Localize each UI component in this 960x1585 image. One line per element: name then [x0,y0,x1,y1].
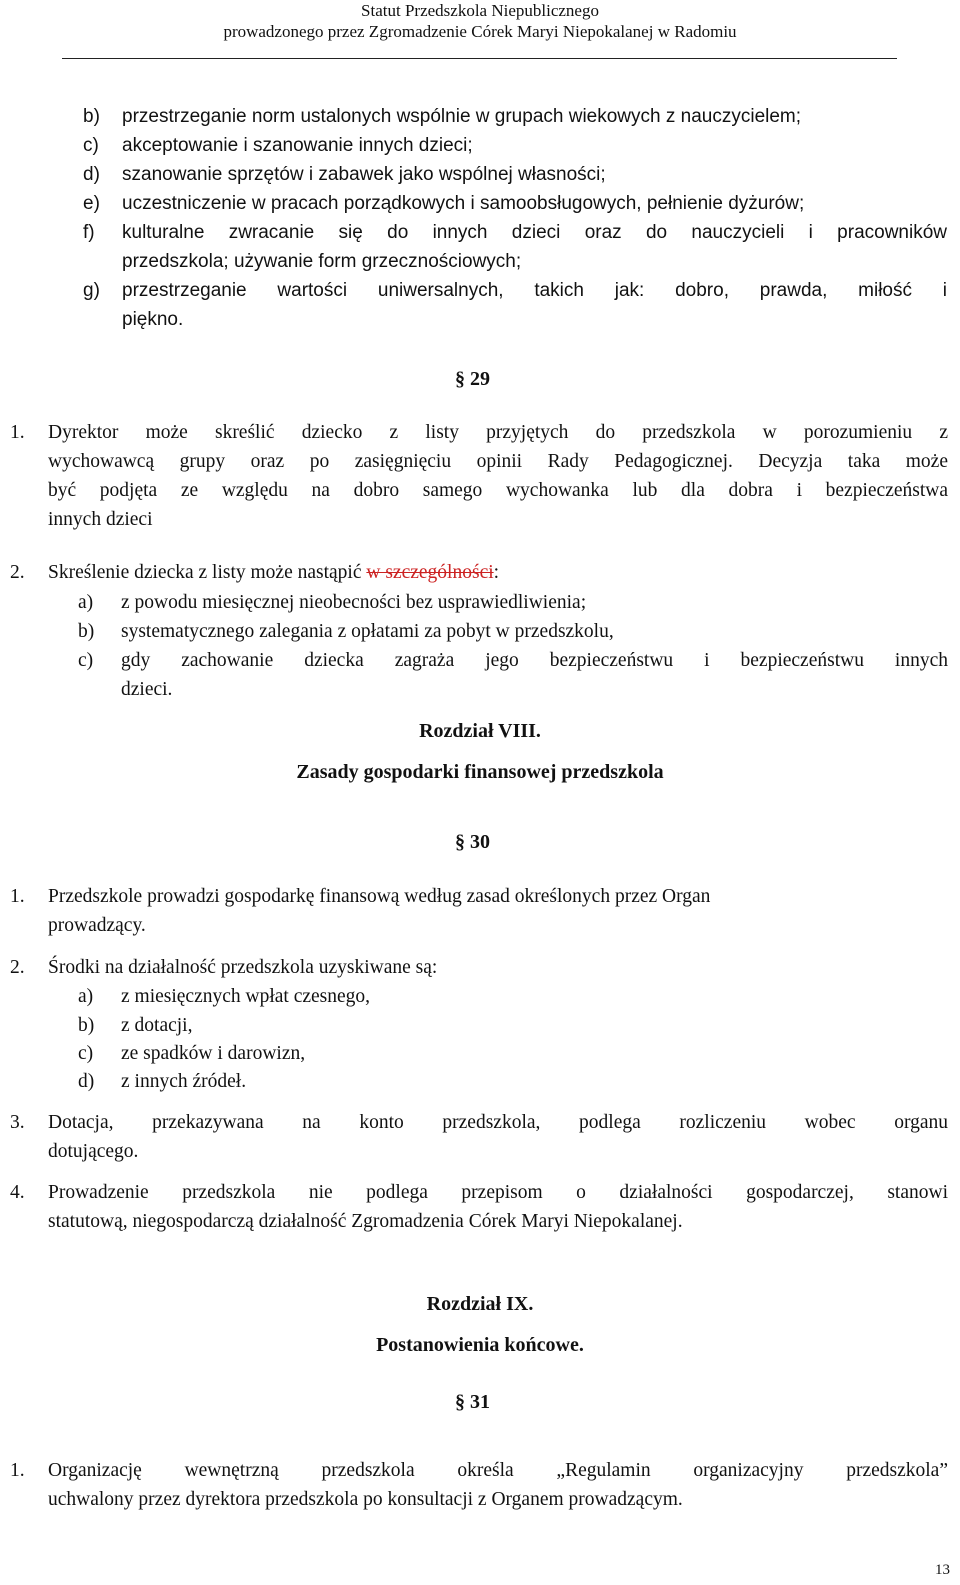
list-item: systematycznego zalegania z opłatami za pobyt w przedszkolu, [121,621,614,642]
list-item-cont: przedszkola; używanie form grzecznościowych; [122,251,522,272]
list-mark: a) [78,986,94,1007]
s30-p3-line: Dotacja, przekazywana na konto przedszkola, podlega rozliczeniu wobec organu [48,1112,948,1133]
s30-p2-lead: Środki na działalność przedszkola uzyskiwane są: [48,957,438,978]
list-mark: b) [83,106,100,127]
list-item-cont: dzieci. [121,679,173,700]
list-mark: c) [78,650,94,671]
page-number: 13 [935,1562,950,1578]
s29-p2-number: 2. [10,562,25,583]
s29-p1-line: być podjęta ze względu na dobro samego wychowanka lub dla dobra i bezpieczeństwa [48,480,948,501]
list-mark: b) [78,621,95,642]
s30-p4-line: Prowadzenie przedszkola nie podlega przepisom o działalności gospodarczej, stanowi [48,1182,948,1203]
list-mark: b) [78,1015,95,1036]
list-item: uczestniczenie w pracach porządkowych i samoobsługowych, pełnienie dyżurów; [122,193,805,214]
header-title: Statut Przedszkola Niepublicznego [361,1,599,20]
list-mark: c) [78,1043,94,1064]
chapter-8-title: Zasady gospodarki finansowej przedszkola [296,761,664,783]
list-mark: e) [83,193,100,214]
s29-p1-line: Dyrektor może skreślić dziecko z listy przyjętych do przedszkola w porozumieniu z [48,422,948,443]
struck-text: w szczególności [366,562,494,583]
list-item: z innych źródeł. [121,1071,247,1092]
list-item: z dotacji, [121,1015,193,1036]
section-29-title: § 29 [455,368,490,390]
s31-p1-line: uchwalony przez dyrektora przedszkola po konsultacji z Organem prowadzącym. [48,1489,683,1510]
s30-p4-number: 4. [10,1182,25,1203]
s31-p1-number: 1. [10,1460,25,1481]
header-subtitle: prowadzonego przez Zgromadzenie Córek Maryi Niepokalanej w Radomiu [223,22,737,41]
s30-p2-number: 2. [10,957,25,978]
list-mark: d) [83,164,100,185]
s29-p1-line: innych dzieci [48,509,153,530]
s30-p1-line: Przedszkole prowadzi gospodarkę finansową według zasad określonych przez Organ [48,886,711,907]
list-mark: a) [78,592,94,613]
chapter-9-label: Rozdział IX. [426,1293,534,1315]
section-30-title: § 30 [455,831,490,853]
header-rule [62,58,897,59]
list-mark: d) [78,1071,95,1092]
list-item: szanowanie sprzętów i zabawek jako wspólnej własności; [122,164,606,185]
list-item: akceptowanie i szanowanie innych dzieci; [122,135,473,156]
s29-p1-line: wychowawcą grupy oraz po zasięgnięciu opinii Rady Pedagogicznej. Decyzja taka może [48,451,948,472]
list-item: gdy zachowanie dziecka zagraża jego bezpieczeństwu i bezpieczeństwu innych [121,650,948,671]
list-mark: f) [83,222,95,243]
list-item-cont: piękno. [122,309,184,330]
s29-p2-lead-line [48,560,499,586]
list-mark: c) [83,135,99,156]
s31-p1-line: Organizację wewnętrzną przedszkola określa „Regulamin organizacyjny przedszkola” [48,1460,948,1481]
chapter-8-label: Rozdział VIII. [419,720,541,742]
list-item: przestrzeganie wartości uniwersalnych, takich jak: dobro, prawda, miłość i [122,280,947,301]
s30-p3-line: dotującego. [48,1141,139,1162]
s29-p2-lead: Skreślenie dziecka z listy może nastąpić [48,562,367,583]
chapter-9-title: Postanowienia końcowe. [376,1334,584,1356]
list-item: ze spadków i darowizn, [121,1043,306,1064]
list-item: z miesięcznych wpłat czesnego, [121,986,371,1007]
s30-p1-line: prowadzący. [48,915,146,936]
section-31-title: § 31 [455,1391,490,1413]
list-mark: g) [83,280,100,301]
list-item: z powodu miesięcznej nieobecności bez usprawiedliwienia; [121,592,587,613]
list-item: kulturalne zwracanie się do innych dzieci oraz do nauczycieli i pracowników [122,222,947,243]
s29-p1-number: 1. [10,422,25,443]
list-item: przestrzeganie norm ustalonych wspólnie w grupach wiekowych z nauczycielem; [122,106,802,127]
s29-p2-tail: : [493,562,500,583]
s30-p3-number: 3. [10,1112,25,1133]
s30-p4-line: statutową, niegospodarczą działalność Zgromadzenia Córek Maryi Niepokalanej. [48,1211,683,1232]
s30-p1-number: 1. [10,886,25,907]
